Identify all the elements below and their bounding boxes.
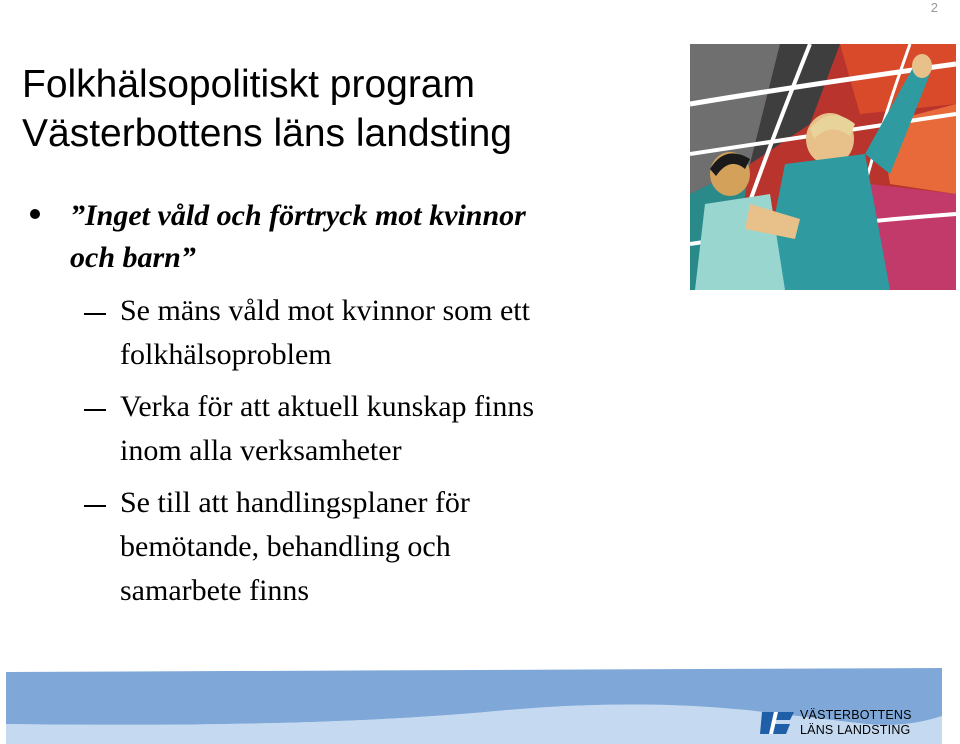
logo-text-line-1: VÄSTERBOTTENS [800,708,912,722]
dash-icon [84,313,106,315]
bullet-text [70,199,526,274]
page-number: 2 [930,0,938,15]
clipart-illustration [690,44,956,290]
sub-item [30,289,680,377]
slide-title [22,60,512,158]
sub-item-line: Se mäns våld mot kvinnor som ett [120,294,530,327]
logo-text [800,708,912,738]
sub-item [30,385,680,473]
title-line-1: Folkhälsopolitiskt program [22,63,476,106]
bullet-item [30,195,680,279]
sub-list [30,289,680,613]
dash-icon [84,409,106,411]
sub-item-line: inom alla verksamheter [120,434,402,467]
sub-item-line: Verka för att aktuell kunskap finns [120,390,535,423]
slide-content [30,195,680,621]
sub-item-line: samarbete finns [120,574,310,607]
logo [760,708,930,740]
bullet-text-line-2: och barn” [70,241,196,274]
landsting-logo-icon [760,708,794,738]
sub-item [30,481,680,613]
logo-text-line-2: LÄNS LANDSTING [800,723,911,737]
sub-item-line: bemötande, behandling och [120,530,451,563]
dash-icon [84,505,106,507]
sub-item-line: Se till att handlingsplaner för [120,486,470,519]
bullet-text-line-1: ”Inget våld och förtryck mot kvinnor [70,199,526,232]
bullet-dot-icon [30,209,40,219]
title-line-2: Västerbottens läns landsting [22,112,512,155]
sub-item-line: folkhälsoproblem [120,338,332,371]
